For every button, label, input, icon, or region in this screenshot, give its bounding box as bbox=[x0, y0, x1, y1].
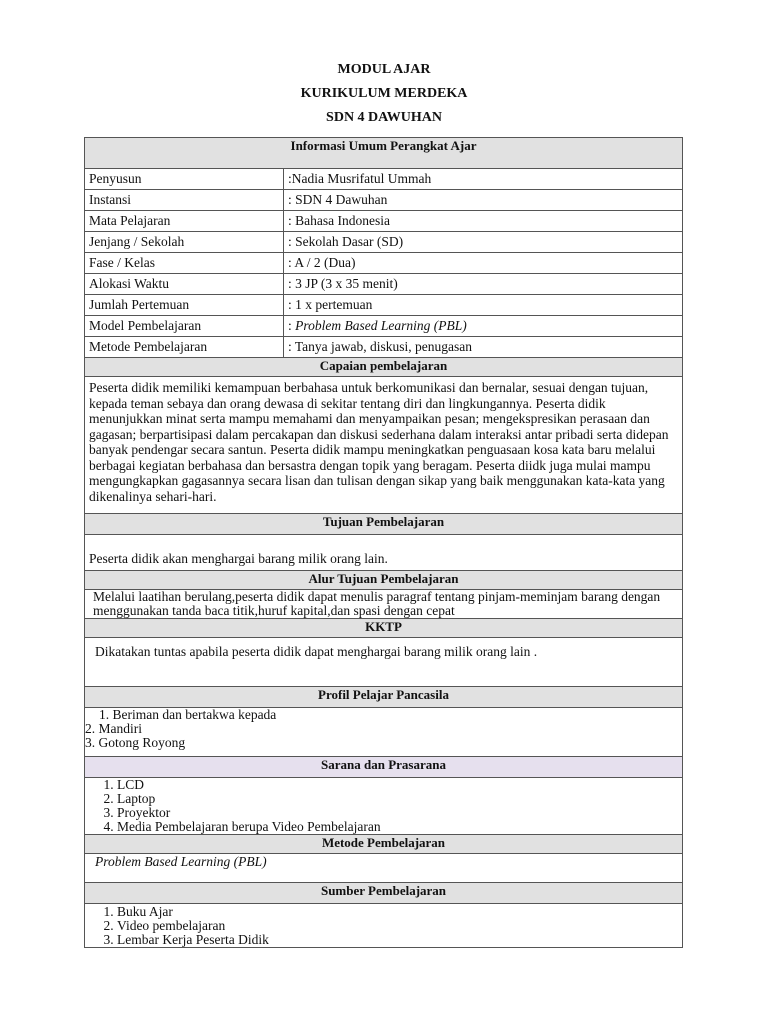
list-item: 2. Laptop bbox=[117, 792, 678, 806]
info-value: : SDN 4 Dawuhan bbox=[284, 190, 683, 211]
info-value: : Bahasa Indonesia bbox=[284, 211, 683, 232]
title-modul-ajar: MODUL AJAR bbox=[337, 62, 431, 77]
info-label: Metode Pembelajaran bbox=[85, 337, 284, 358]
document-title-block bbox=[0, 58, 768, 130]
info-value: : 1 x pertemuan bbox=[284, 295, 683, 316]
profil-body bbox=[85, 708, 683, 757]
section-header-tujuan: Tujuan Pembelajaran bbox=[85, 514, 683, 535]
sumber-body bbox=[85, 904, 683, 948]
info-label: Penyusun bbox=[85, 169, 284, 190]
info-value: : 3 JP (3 x 35 menit) bbox=[284, 274, 683, 295]
capaian-body bbox=[85, 377, 683, 514]
info-value: : Tanya jawab, diskusi, penugasan bbox=[284, 337, 683, 358]
list-item: 1. Beriman dan bertakwa kepada bbox=[99, 707, 277, 722]
title-kurikulum: KURIKULUM MERDEKA bbox=[300, 86, 468, 101]
info-row-jumlah-pertemuan bbox=[85, 295, 683, 316]
list-item: 3. Gotong Royong bbox=[85, 735, 186, 750]
capaian-text: Peserta didik memiliki kemampuan berbahasa untuk berkomunikasi dan bernalar, sesuai dengan tujuan, kepada teman sebaya dan orang dewasa di sekitar tentang diri dan lingkungannya. Peserta didik menunjukkan minat serta mampu memahami dan menyampaikan pesan; mengekspresikan perasaan dan gagasan; berpartisipasi dalam percakapan dan diskusi sederhana dalam interaksi antar pribadi serta didepan banyak pendengar secara santun. Peserta didik mampu meningkatkan penguasaan kosa kata baru melalui berbagai kegiatan berbahasa dan bersastra dengan topik yang beragam. Peserta diidk juga mulai mampu mengungkapkan gagasannya secara lisan dan tulisan dengan sikap yang baik menggunakan kata-kata yang dikenalinya sehari-hari. bbox=[85, 377, 683, 514]
list-item: 1. LCD bbox=[117, 778, 678, 792]
section-header-info: Informasi Umum Perangkat Ajar bbox=[85, 138, 683, 169]
sarana-body bbox=[85, 778, 683, 835]
info-label: Jenjang / Sekolah bbox=[85, 232, 284, 253]
alur-text: Melalui laatihan berulang,peserta didik dapat menulis paragraf tentang pinjam-meminjam barang dengan menggunakan tanda baca titik,huruf kapital,dan spasi dengan cepat bbox=[85, 590, 683, 619]
info-row-mata-pelajaran bbox=[85, 211, 683, 232]
section-header-sarana: Sarana dan Prasarana bbox=[85, 757, 683, 778]
section-header-kktp: KKTP bbox=[85, 619, 683, 638]
info-row-fase bbox=[85, 253, 683, 274]
list-item: 3. Lembar Kerja Peserta Didik bbox=[117, 933, 678, 947]
section-header-alur: Alur Tujuan Pembelajaran bbox=[85, 571, 683, 590]
info-value: : A / 2 (Dua) bbox=[284, 253, 683, 274]
list-item: 2. Mandiri bbox=[85, 721, 142, 736]
list-item: 2. Video pembelajaran bbox=[117, 919, 678, 933]
info-label: Model Pembelajaran bbox=[85, 316, 284, 337]
info-row-penyusun bbox=[85, 169, 683, 190]
metode-body bbox=[85, 854, 683, 883]
metode-text: Problem Based Learning (PBL) bbox=[85, 854, 683, 883]
info-row-jenjang bbox=[85, 232, 683, 253]
sumber-list bbox=[85, 904, 683, 948]
info-value: : Sekolah Dasar (SD) bbox=[284, 232, 683, 253]
info-value: :Nadia Musrifatul Ummah bbox=[284, 169, 683, 190]
list-item: 4. Media Pembelajaran berupa Video Pembelajaran bbox=[117, 820, 678, 834]
title-school: SDN 4 DAWUHAN bbox=[326, 110, 442, 125]
modul-ajar-table bbox=[84, 137, 683, 948]
kktp-text: Dikatakan tuntas apabila peserta didik dapat menghargai barang milik orang lain . bbox=[85, 638, 683, 687]
info-row-instansi bbox=[85, 190, 683, 211]
info-value-italic: Problem Based Learning (PBL) bbox=[295, 318, 467, 333]
info-label: Mata Pelajaran bbox=[85, 211, 284, 232]
info-label: Fase / Kelas bbox=[85, 253, 284, 274]
info-label: Instansi bbox=[85, 190, 284, 211]
alur-body bbox=[85, 590, 683, 619]
info-row-model bbox=[85, 316, 683, 337]
info-row-metode bbox=[85, 337, 683, 358]
tujuan-text: Peserta didik akan menghargai barang milik orang lain. bbox=[85, 535, 683, 571]
info-row-alokasi bbox=[85, 274, 683, 295]
info-label: Jumlah Pertemuan bbox=[85, 295, 284, 316]
info-label: Alokasi Waktu bbox=[85, 274, 284, 295]
section-header-capaian: Capaian pembelajaran bbox=[85, 358, 683, 377]
info-value bbox=[284, 316, 683, 337]
section-header-metode: Metode Pembelajaran bbox=[85, 835, 683, 854]
kktp-body bbox=[85, 638, 683, 687]
list-item: 3. Proyektor bbox=[117, 806, 678, 820]
profil-list bbox=[85, 708, 683, 757]
list-item: 1. Buku Ajar bbox=[117, 905, 678, 919]
tujuan-body bbox=[85, 535, 683, 571]
section-header-sumber: Sumber Pembelajaran bbox=[85, 883, 683, 904]
info-value-prefix: : bbox=[288, 318, 296, 333]
sarana-list bbox=[85, 778, 683, 835]
section-header-profil: Profil Pelajar Pancasila bbox=[85, 687, 683, 708]
